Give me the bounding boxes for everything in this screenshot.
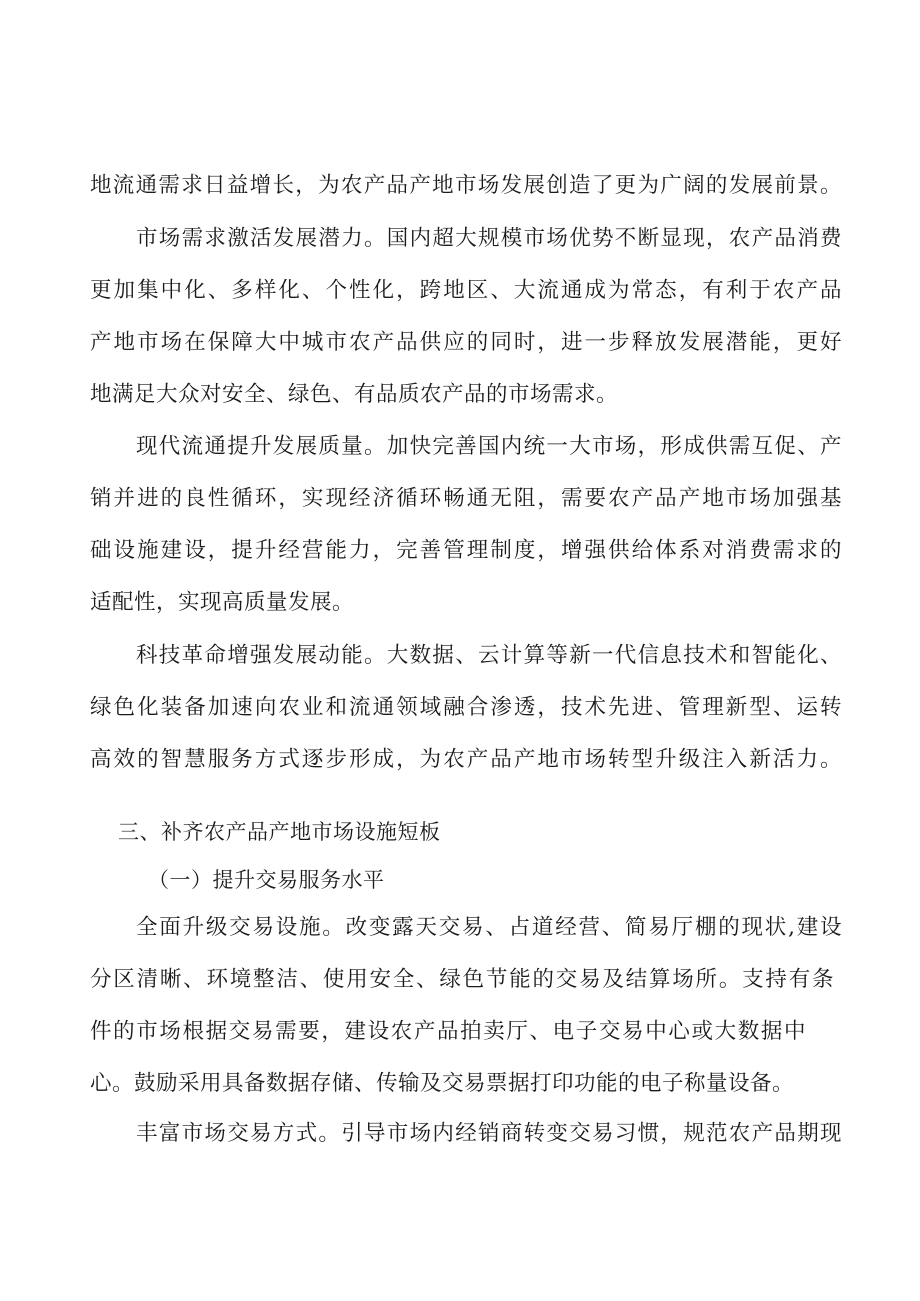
subsection-heading: （一）提升交易服务水平 <box>148 868 385 892</box>
text-line: 销并进的良性循环，实现经济循环畅通无阻，需要农产品产地市场加强基 <box>90 486 842 511</box>
paragraph-modern-circulation <box>90 421 842 629</box>
text-line: 丰富市场交易方式。引导市场内经销商转变交易习惯，规范农产品期现 <box>136 1121 842 1146</box>
text-line: 分区清晰、环境整洁、使用安全、绿色节能的交易及结算场所。支持有条 <box>90 967 834 992</box>
paragraph-tech-revolution <box>90 630 842 786</box>
text-line: 高效的智慧服务方式逐步形成，为农产品产地市场转型升级注入新活力。 <box>90 747 842 772</box>
text-line: 绿色化装备加速向农业和流通领域融合渗透，技术先进、管理新型、运转 <box>90 695 842 720</box>
paragraph-market-demand <box>90 213 842 421</box>
text-line: 现代流通提升发展质量。加快完善国内统一大市场，形成供需互促、产 <box>136 434 842 459</box>
paragraph-continuation <box>90 160 842 212</box>
text-line: 件的市场根据交易需要，建设农产品拍卖厅、电子交易中心或大数据中 <box>90 1019 806 1044</box>
text-line: 更加集中化、多样化、个性化，跨地区、大流通成为常态，有利于农产品 <box>90 278 842 303</box>
paragraph-upgrade-facilities <box>90 902 842 1110</box>
text-line: 科技革命增强发展动能。大数据、云计算等新一代信息技术和智能化、 <box>136 643 842 668</box>
text-line: 心。鼓励采用具备数据存储、传输及交易票据打印功能的电子称量设备。 <box>90 1071 795 1096</box>
text-line: 地满足大众对安全、绿色、有品质农产品的市场需求。 <box>90 382 619 407</box>
text-line: 地流通需求日益增长，为农产品产地市场发展创造了更为广阔的发展前景。 <box>90 173 842 198</box>
text-line: 全面升级交易设施。改变露天交易、占道经营、简易厅棚的现状,建设 <box>136 915 842 940</box>
text-line: 市场需求激活发展潜力。国内超大规模市场优势不断显现，农产品消费 <box>136 226 842 251</box>
text-line: 适配性，实现高质量发展。 <box>90 590 355 615</box>
text-line: 产地市场在保障大中城市农产品供应的同时，进一步释放发展潜能，更好 <box>90 330 842 355</box>
paragraph-trade-methods <box>90 1108 842 1160</box>
text-line: 础设施建设，提升经营能力，完善管理制度，增强供给体系对消费需求的 <box>90 538 842 563</box>
section-heading: 三、补齐农产品产地市场设施短板 <box>118 820 441 844</box>
